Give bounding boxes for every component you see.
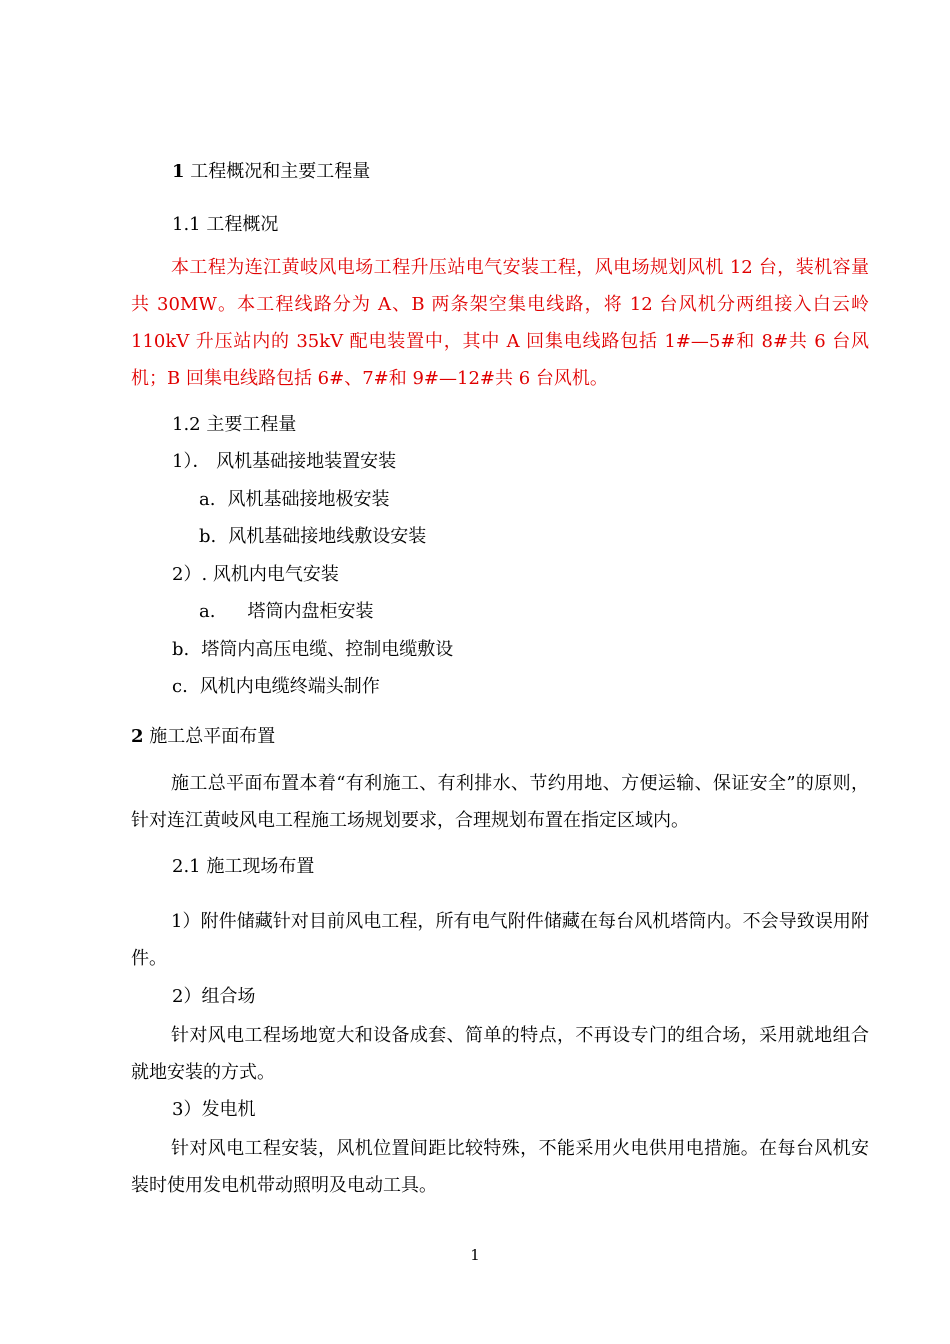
list-text: 塔筒内高压电缆、控制电缆敷设 xyxy=(201,639,454,660)
list-marker: c. xyxy=(172,676,188,697)
section-2-heading xyxy=(131,725,275,749)
list-text: 风机基础接地极安装 xyxy=(227,489,390,510)
list-item-1a xyxy=(199,488,389,512)
list-item-2: 2）. 风机内电气安装 xyxy=(172,564,339,585)
list-item-2b xyxy=(172,638,453,662)
section-1-heading xyxy=(172,160,370,184)
list-item-2a xyxy=(199,600,373,624)
overview-paragraph: 本工程为连江黄岐风电场工程升压站电气安装工程，风电场规划风机 12 台，装机容量共 30MW。本工程线路分为 A、B 两条架空集电线路，将 12 台风机分两组接入白云岭 110kV 升压站内的 35kV 配电装置中，其中 A 回集电线路包括 1#—5#和 8#共 6 台风机；B 回集电线路包括 6#、7#和 9#—12#共 6 台风机。 xyxy=(131,257,869,389)
section-1-2-heading: 1.2 主要工程量 xyxy=(172,414,297,435)
list-marker: b. xyxy=(199,526,217,547)
list-item-1: 1）． 风机基础接地装置安装 xyxy=(172,451,397,472)
section-2-title: 施工总平面布置 xyxy=(149,726,276,747)
list-marker: a. xyxy=(199,489,216,510)
list-marker: a. xyxy=(199,601,216,622)
assembly-yard-heading: 2）组合场 xyxy=(172,986,256,1007)
list-text: 风机基础接地线敷设安装 xyxy=(228,526,427,547)
layout-paragraph: 施工总平面布置本着“有利施工、有利排水、节约用地、方便运输、保证安全”的原则，针对连江黄岐风电工程施工场规划要求，合理规划布置在指定区域内。 xyxy=(131,773,869,831)
accessory-storage-paragraph: 1）附件储藏针对目前风电工程，所有电气附件储藏在每台风机塔筒内。不会导致误用附件。 xyxy=(131,911,869,969)
list-item-2c xyxy=(172,675,380,699)
section-1-number: 1 xyxy=(172,161,185,182)
list-marker: b. xyxy=(172,639,190,660)
section-1-1-heading: 1.1 工程概况 xyxy=(172,214,279,235)
list-item-1b xyxy=(199,525,426,549)
section-2-number: 2 xyxy=(131,726,144,747)
list-text: 塔筒内盘柜安装 xyxy=(247,601,374,622)
generator-paragraph: 针对风电工程安装，风机位置间距比较特殊，不能采用火电供用电措施。在每台风机安装时使用发电机带动照明及电动工具。 xyxy=(131,1138,869,1196)
section-1-title: 工程概况和主要工程量 xyxy=(190,161,371,182)
section-2-1-heading: 2.1 施工现场布置 xyxy=(172,856,315,877)
page-number: 1 xyxy=(470,1246,480,1264)
assembly-yard-paragraph: 针对风电工程场地宽大和设备成套、简单的特点，不再设专门的组合场，采用就地组合就地安装的方式。 xyxy=(131,1025,869,1083)
list-text: 风机内电缆终端头制作 xyxy=(199,676,380,697)
generator-heading: 3）发电机 xyxy=(172,1099,256,1120)
